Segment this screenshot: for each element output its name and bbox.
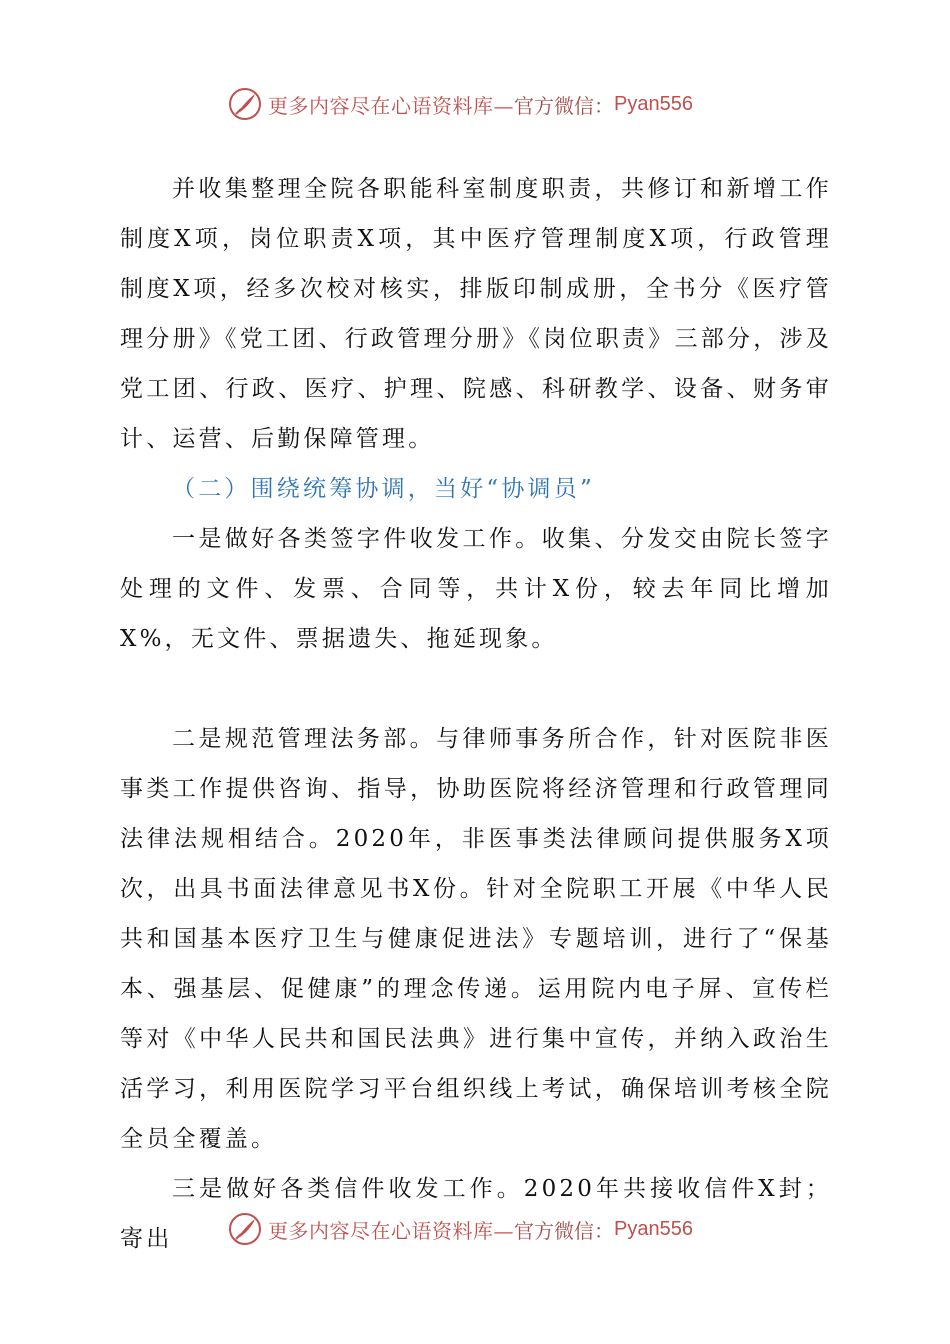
paragraph-4: 三是做好各类信件收发工作。2020年共接收信件X封；寄出 <box>120 1176 832 1252</box>
banner-text: 更多内容尽在心语资料库— <box>268 93 514 118</box>
banner-wechat-id: Pyan556 <box>614 1217 693 1240</box>
section-heading: （二）围绕统筹协调，当好“协调员” <box>172 476 595 502</box>
banner-text: 更多内容尽在心语资料库— <box>268 1218 514 1243</box>
paragraph-spacer <box>120 664 832 714</box>
paragraph-3: 二是规范管理法务部。与律师事务所合作，针对医院非医事类工作提供咨询、指导，协助医院将经济管理和行政管理同法律法规相结合。2020年，非医事类法律顾问提供服务X项次，出具书面法律意见书X份。针对全院职工开展《中华人民共和国基本医疗卫生与健康促进法》专题培训，进行了“保基本、强基层、促健康”的理念传递。运用院内电子屏、宣传栏等对《中华人民共和国民法典》进行集中宣传，并纳入政治生活学习，利用医院学习平台组织线上考试，确保培训考核全院全员全覆盖。 <box>120 726 832 1152</box>
banner-wechat-label: 官方微信： <box>514 1218 614 1243</box>
quill-logo-icon <box>228 1212 262 1246</box>
document-body <box>120 164 832 1264</box>
header-banner <box>228 84 693 124</box>
quill-logo-icon <box>228 87 262 121</box>
paragraph-2: 一是做好各类签字件收发工作。收集、分发交由院长签字处理的文件、发票、合同等，共计X份，较去年同比增加X%，无文件、票据遗失、拖延现象。 <box>120 526 832 652</box>
banner-wechat-label: 官方微信： <box>514 93 614 118</box>
footer-banner <box>228 1209 693 1249</box>
banner-wechat-id: Pyan556 <box>614 92 693 115</box>
paragraph-1: 并收集整理全院各职能科室制度职责，共修订和新增工作制度X项，岗位职责X项，其中医疗管理制度X项，行政管理制度X项，经多次校对核实，排版印制成册，全书分《医疗管理分册》《党工团、行政管理分册》《岗位职责》三部分，涉及党工团、行政、医疗、护理、院感、科研教学、设备、财务审计、运营、后勤保障管理。 <box>120 176 832 452</box>
